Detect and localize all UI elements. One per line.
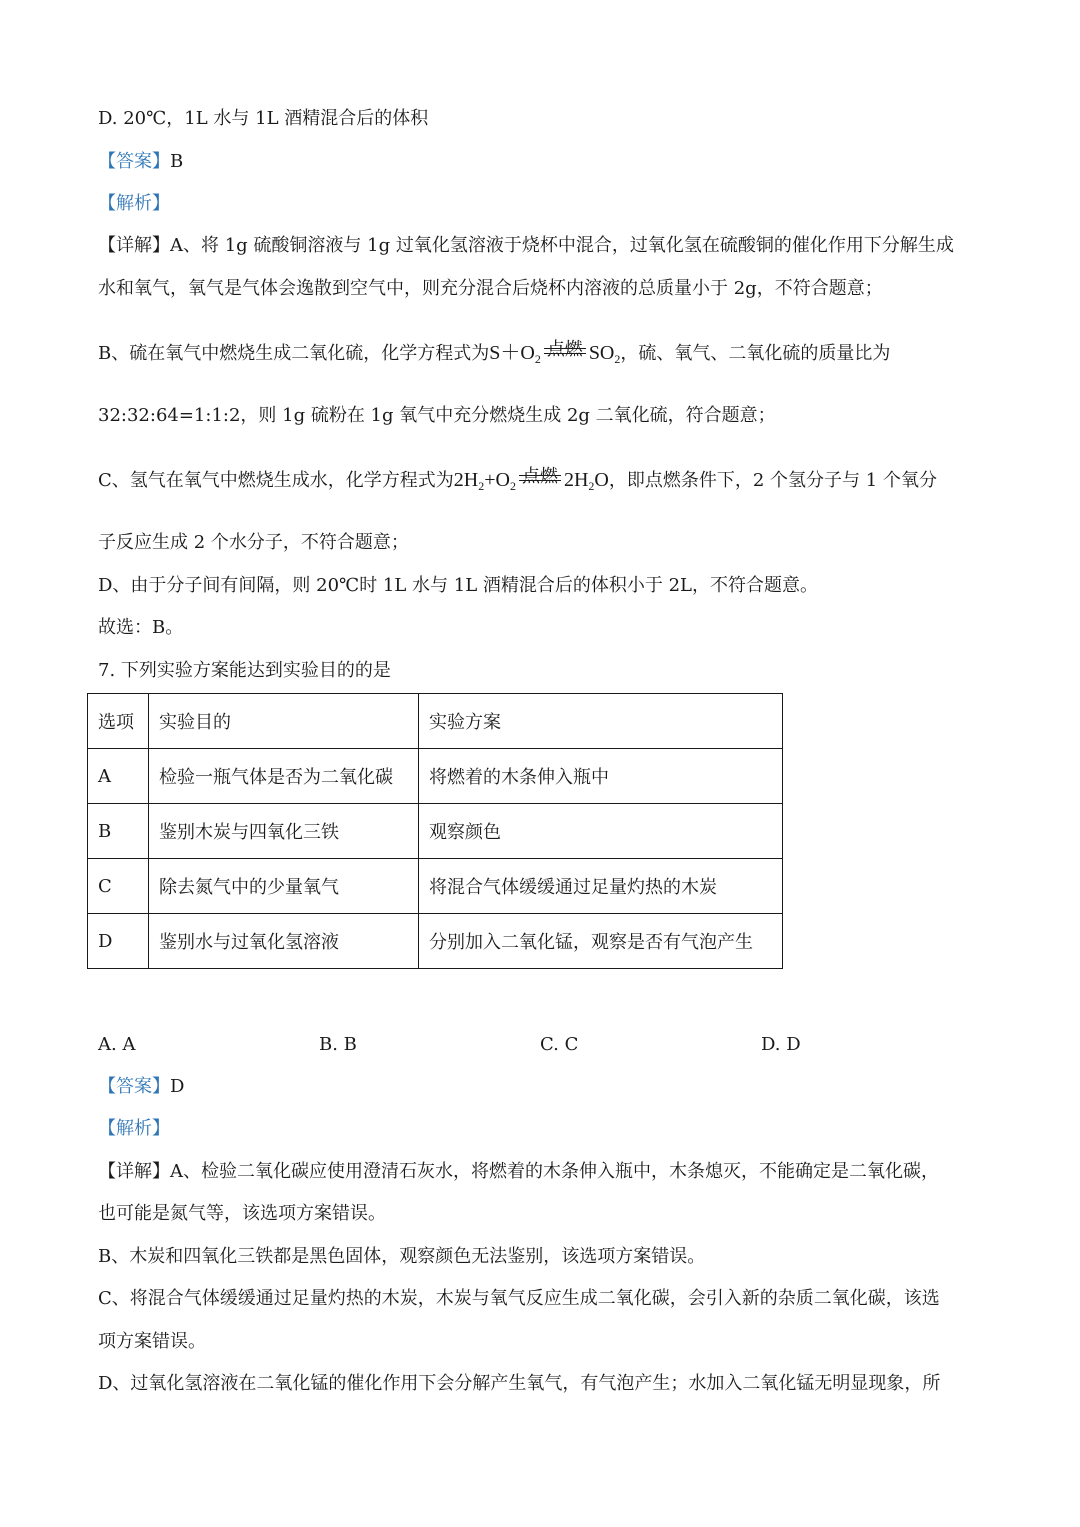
table-cell: 检验一瓶气体是否为二氧化碳 bbox=[149, 749, 419, 804]
answer-line bbox=[98, 1075, 184, 1099]
table-cell: C bbox=[88, 859, 149, 914]
detail-d-line: D、过氧化氢溶液在二氧化锰的催化作用下会分解产生氧气，有气泡产生；水加入二氧化锰无明显现象，所 bbox=[98, 1373, 941, 1394]
answer-value: D bbox=[170, 1076, 185, 1097]
table-cell: 除去氮气中的少量氧气 bbox=[149, 859, 419, 914]
table-cell: 鉴别水与过氧化氢溶液 bbox=[149, 914, 419, 969]
analysis-tag bbox=[98, 1117, 170, 1141]
table-cell: 分别加入二氧化锰，观察是否有气泡产生 bbox=[419, 914, 783, 969]
analysis-tag bbox=[98, 192, 170, 216]
table-cell: B bbox=[88, 804, 149, 859]
reaction-condition bbox=[519, 468, 561, 492]
prev-option-d: D. 20℃，1L 水与 1L 酒精混合后的体积 bbox=[98, 108, 429, 129]
eq-sub: 2 bbox=[534, 352, 541, 366]
detail-b-suffix: ，硫、氧气、二氧化硫的质量比为 bbox=[620, 343, 891, 364]
eq-lhs: S＋O bbox=[489, 342, 535, 364]
detail-c-prefix: C、氢气在氧气中燃烧生成水，化学方程式为 bbox=[98, 470, 454, 491]
option-b: B. B bbox=[319, 1034, 357, 1055]
detail-b-line1 bbox=[98, 341, 890, 366]
experiment-table bbox=[87, 693, 783, 969]
detail-c-line1 bbox=[98, 468, 937, 493]
table-cell: D bbox=[88, 914, 149, 969]
answer-value: B bbox=[170, 151, 184, 172]
detail-a-line1 bbox=[98, 234, 954, 258]
detail-a-text: A、将 1g 硫酸铜溶液与 1g 过氧化氢溶液于烧杯中混合，过氧化氢在硫酸铜的催化作用下分解生成 bbox=[170, 235, 954, 256]
table-header: 选项 bbox=[88, 694, 149, 749]
detail-tag: 【详解】 bbox=[98, 1161, 170, 1182]
table-cell: A bbox=[88, 749, 149, 804]
detail-a-text: A、检验二氧化碳应使用澄清石灰水，将燃着的木条伸入瓶中，木条熄灭，不能确定是二氧化碳， bbox=[170, 1161, 939, 1182]
eq-h: 2H bbox=[453, 469, 479, 491]
table-cell: 将混合气体缓缓通过足量灼热的木炭 bbox=[419, 859, 783, 914]
table-cell: 将燃着的木条伸入瓶中 bbox=[419, 749, 783, 804]
analysis-label: 【解析】 bbox=[98, 1118, 170, 1139]
detail-a-line2: 也可能是氮气等，该选项方案错误。 bbox=[98, 1203, 386, 1224]
detail-c-line1: C、将混合气体缓缓通过足量灼热的木炭，木炭与氧气反应生成二氧化碳，会引入新的杂质二氧化碳，该选 bbox=[98, 1288, 940, 1309]
option-a: A. A bbox=[98, 1034, 136, 1055]
table-header-row bbox=[88, 694, 783, 749]
equation-hydrogen bbox=[453, 466, 609, 493]
eq-sub: 2 bbox=[478, 479, 485, 493]
condition-label: 点燃 bbox=[546, 339, 583, 359]
condition-label: 点燃 bbox=[521, 466, 558, 486]
table-header: 实验方案 bbox=[419, 694, 783, 749]
eq-o: +O bbox=[484, 469, 510, 491]
question-7: 7. 下列实验方案能达到实验目的的是 bbox=[98, 660, 391, 681]
detail-b-prefix: B、硫在氧气中燃烧生成二氧化硫，化学方程式为 bbox=[98, 343, 490, 364]
equation-sulfur bbox=[489, 339, 621, 366]
answer-tag: 【答案】 bbox=[98, 151, 170, 172]
eq-rhs: SO bbox=[588, 342, 615, 364]
table-row bbox=[88, 914, 783, 969]
detail-a-line1 bbox=[98, 1160, 939, 1184]
eq-rhs-h: 2H bbox=[563, 469, 589, 491]
answer-line bbox=[98, 150, 183, 174]
detail-b-line: B、木炭和四氧化三铁都是黑色固体，观察颜色无法鉴别，该选项方案错误。 bbox=[98, 1246, 706, 1267]
table-row bbox=[88, 859, 783, 914]
detail-c-line2: 子反应生成 2 个水分子，不符合题意； bbox=[98, 532, 409, 553]
answer-tag: 【答案】 bbox=[98, 1076, 170, 1097]
option-c: C. C bbox=[540, 1034, 579, 1055]
eq-sub: 2 bbox=[588, 479, 595, 493]
table-cell: 鉴别木炭与四氧化三铁 bbox=[149, 804, 419, 859]
detail-c-line2: 项方案错误。 bbox=[98, 1331, 206, 1352]
eq-sub: 2 bbox=[509, 479, 516, 493]
detail-tag: 【详解】 bbox=[98, 235, 170, 256]
analysis-label: 【解析】 bbox=[98, 193, 170, 214]
table-row bbox=[88, 749, 783, 804]
detail-b-line2: 32:32:64=1:1:2，则 1g 硫粉在 1g 氧气中充分燃烧生成 2g 二氧化硫，符合题意； bbox=[98, 405, 776, 426]
eq-rhs-o: O bbox=[594, 469, 609, 491]
reaction-condition bbox=[544, 341, 586, 365]
detail-a-line2: 水和氧气，氧气是气体会逸散到空气中，则充分混合后烧杯内溶液的总质量小于 2g，不符合题意； bbox=[98, 278, 883, 299]
table-header: 实验目的 bbox=[149, 694, 419, 749]
eq-sub: 2 bbox=[614, 352, 621, 366]
option-d: D. D bbox=[761, 1034, 801, 1055]
table-row bbox=[88, 804, 783, 859]
detail-d-line: D、由于分子间有间隔，则 20℃时 1L 水与 1L 酒精混合后的体积小于 2L，不符合题意。 bbox=[98, 575, 819, 596]
conclusion: 故选：B。 bbox=[98, 617, 184, 638]
table-cell: 观察颜色 bbox=[419, 804, 783, 859]
detail-c-suffix: ，即点燃条件下，2 个氢分子与 1 个氧分 bbox=[608, 470, 937, 491]
